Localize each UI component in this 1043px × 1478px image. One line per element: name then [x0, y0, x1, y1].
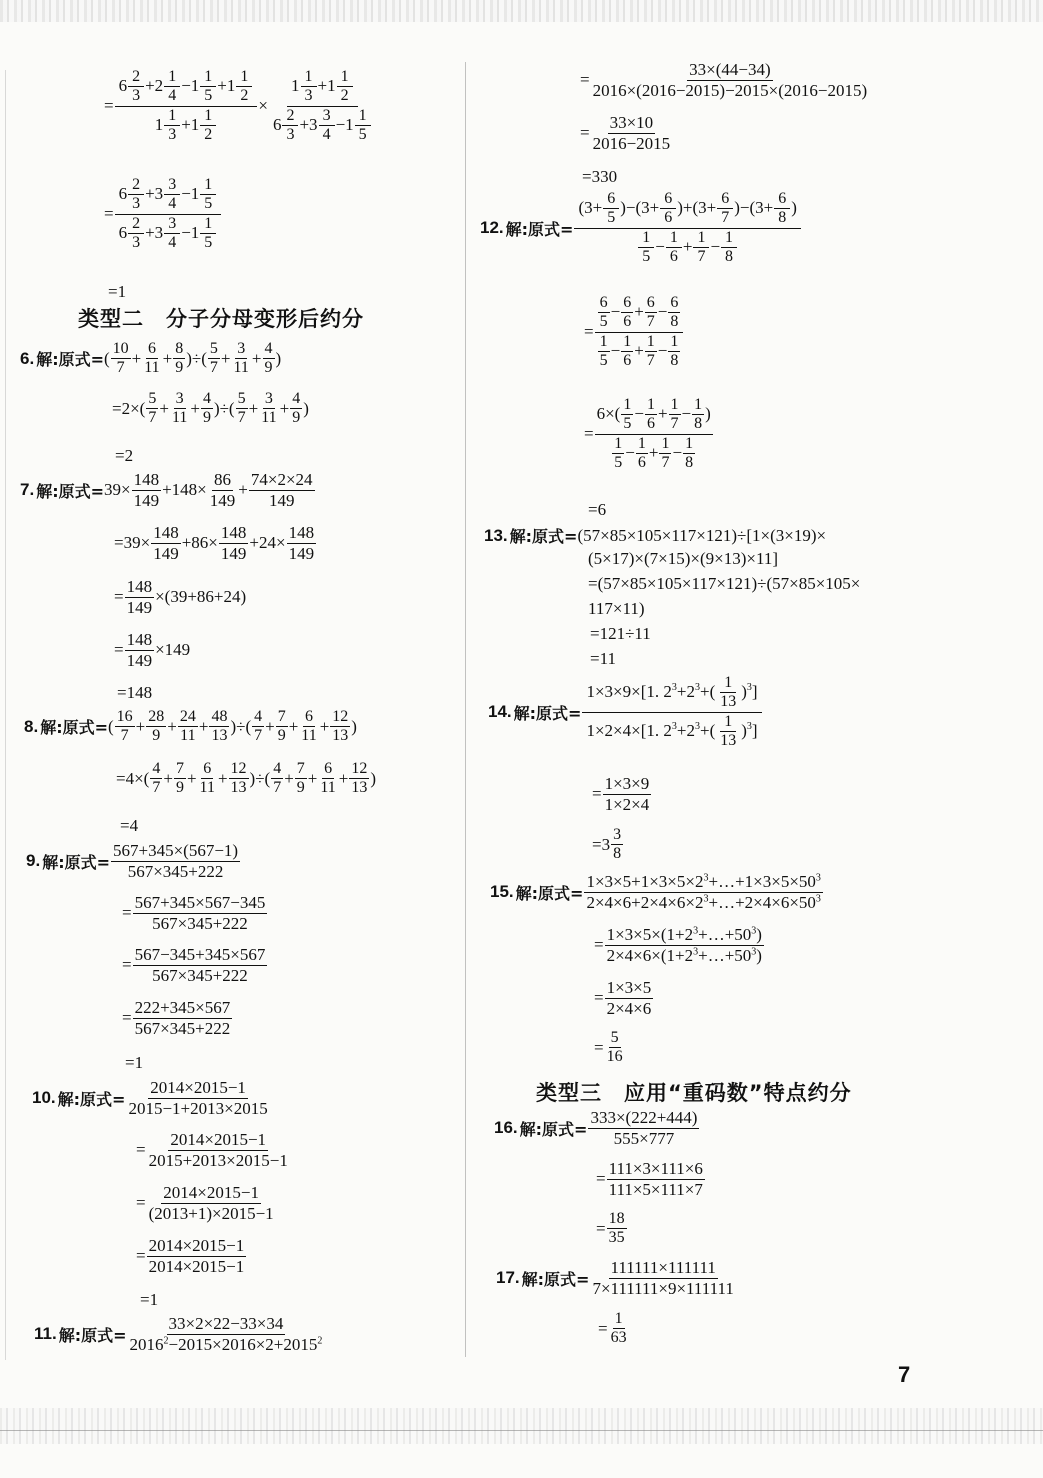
p10-line4: = $\frac{2014\times 2015-1}{2014\times 2015-1}$	[136, 1236, 245, 1276]
p11-result: =330	[582, 167, 618, 186]
p7-line1: 7. 解:原式= 39× $\frac{148}{149}$ +148× $\frac{86}{149}$ + $\frac{74\times 2\times 24}{149}$	[20, 470, 313, 510]
p13-label: 13.	[484, 525, 508, 545]
p7-label: 7.	[20, 480, 35, 500]
p15-sol: 解:原式=	[515, 883, 584, 903]
p13-result: =11	[590, 649, 616, 668]
p15-result: = $\frac{5}{16}$	[594, 1029, 623, 1066]
p8-label: 8.	[24, 716, 39, 736]
p5-result: =1	[108, 282, 127, 301]
p5-frac-a: 6 $\frac{2}{3}$ +2 $\frac{1}{4}$ −1 $\frac{1}{5}$ +1 $\frac{1}{2}$ 1 $\frac{1}{3}$ +1 $\frac{1}{2}$	[115, 68, 258, 145]
p15-line1: 15. 解:原式= $\frac{1\times 3\times 5+1\times 3\times 5\times 2^3+\dots+1\times 3\times 5\times 50^3}{2\times 4\times 6+2\times 4\times 6\times 2^3+\dots+2\times 4\times 6\times 50^3}$	[490, 872, 821, 912]
p10-sol: 解:原式=	[57, 1089, 126, 1109]
p13-line2: (5×17)×(7×15)×(9×13)×11]	[588, 549, 779, 568]
p12-line1: 12. 解:原式= (3+ $\frac{6}{5}$ )−(3+ $\frac{6}{6}$ )+(3+ $\frac{6}{7}$ )−(3+ $\frac{6}{8}$ ) $\frac{1}{5}$ − $\frac{1}{6}$ + $\frac{1}{7}$ − $\frac{1}{8}$	[480, 190, 802, 267]
p10-result: =1	[140, 1290, 159, 1309]
p14-result: =3 $\frac{3}{8}$	[592, 826, 622, 863]
p10-line2: = $\frac{2014\times 2015-1}{2015+2013\times 2015-1}$	[136, 1130, 288, 1170]
p8-result: =4	[120, 816, 139, 835]
p15-line3: = $\frac{1\times 3\times 5}{2\times 4\times 6}$	[594, 978, 652, 1018]
p13-line3: =(57×85×105×117×121)÷(57×85×105×	[588, 574, 861, 593]
p7-line2: =39× $\frac{148}{149}$ +86× $\frac{148}{149}$ +24× $\frac{148}{149}$	[114, 523, 315, 563]
p9-sol: 解:原式=	[42, 852, 110, 872]
p6-line1: 6. 解:原式= ( $\frac{10}{7}$ + $\frac{6}{11}$ + $\frac{8}{9}$ )÷( $\frac{5}{7}$ + $\frac{3}{11}$ + $\frac{4}{9}$ )	[20, 340, 282, 377]
p13-sol: 解:原式=	[509, 527, 578, 546]
p13-line1: 13. 解:原式= (57×85×105×117×121)÷[1×(3×19)×	[484, 525, 827, 546]
scan-noise-top	[0, 0, 1043, 22]
p12-sol: 解:原式=	[505, 219, 574, 239]
p13-line5: =121÷11	[590, 624, 651, 643]
p9-result: =1	[125, 1053, 144, 1072]
p14-label: 14.	[488, 702, 512, 722]
p5-frac-c: 6 $\frac{2}{3}$ +3 $\frac{3}{4}$ −1 $\frac{1}{5}$ 6 $\frac{2}{3}$ +3 $\frac{3}{4}$ −1 $\frac{1}{5}$	[115, 176, 222, 253]
scan-noise-bottom	[0, 1408, 1043, 1444]
p10-line1: 10. 解:原式= $\frac{2014\times 2015-1}{2015-1+2013\times 2015}$	[32, 1078, 268, 1118]
p5-line1: = 6 $\frac{2}{3}$ +2 $\frac{1}{4}$ −1 $\frac{1}{5}$ +1 $\frac{1}{2}$ 1 $\frac{1}{3}$ +1 $\frac{1}{2}$ × 1 $\frac{1}{3}$ +1 $\frac{1}{2}$ 6 $\frac{2}{3}$ +3 $\frac{3}{4}$ −1 $\frac{1}{5}$	[104, 68, 377, 145]
p12-label: 12.	[480, 218, 504, 238]
p11-line2: = $\frac{33\times(44-34)}{2016\times(2016-2015)-2015\times(2016-2015)}$	[580, 60, 868, 100]
p6-result: =2	[115, 446, 134, 465]
p11-sol: 解:原式=	[58, 1325, 127, 1345]
p17-line1: 17. 解:原式= $\frac{111111\times 111111}{7\times 111111\times 9\times 111111}$	[496, 1258, 734, 1298]
p12-line2: = $\frac{6}{5}$ − $\frac{6}{6}$ + $\frac{6}{7}$ − $\frac{6}{8}$ $\frac{1}{5}$ − $\frac{1}{6}$ + $\frac{1}{7}$ − $\frac{1}{8}$	[584, 294, 684, 371]
p16-sol: 解:原式=	[519, 1119, 588, 1139]
p9-label: 9.	[26, 851, 41, 871]
p8-sol: 解:原式=	[40, 718, 108, 738]
p7-line4: = $\frac{148}{149}$ ×149	[114, 630, 191, 670]
bottom-rule	[0, 1430, 1043, 1431]
left-margin-rule	[5, 70, 6, 1360]
p10-label: 10.	[32, 1088, 56, 1108]
p17-line2: = $\frac{1}{63}$	[598, 1310, 627, 1347]
p7-result: =148	[117, 683, 153, 702]
p6-label: 6.	[20, 348, 35, 368]
p9-line1: 9. 解:原式= $\frac{567+345\times(567-1)}{567\times 345+222}$	[26, 841, 239, 881]
p14-line2: = $\frac{1\times 3\times 9}{1\times 2\times 4}$	[592, 774, 650, 814]
p15-label: 15.	[490, 882, 514, 902]
p16-label: 16.	[494, 1118, 518, 1138]
p6-line2: =2×( $\frac{5}{7}$ + $\frac{3}{11}$ + $\frac{4}{9}$ )÷( $\frac{5}{7}$ + $\frac{3}{11}$ + $\frac{4}{9}$ )	[112, 390, 309, 427]
p17-sol: 解:原式=	[521, 1269, 590, 1289]
p16-line2: = $\frac{111\times 3\times 111\times 6}{111\times 5\times 111\times 7}$	[596, 1159, 703, 1199]
p10-line3: = $\frac{2014\times 2015-1}{(2013+1)\times 2015-1}$	[136, 1183, 274, 1223]
p13-line4: 117×11)	[588, 599, 645, 618]
p15-line2: = $\frac{1\times 3\times 5\times(1+2^3+\dots+50^3)}{2\times 4\times 6\times(1+2^3+\dots+50^3)}$	[594, 925, 762, 965]
p7-line3: = $\frac{148}{149}$ ×(39+86+24)	[114, 577, 247, 617]
p16-line1: 16. 解:原式= $\frac{333\times(222+444)}{555\times 777}$	[494, 1108, 698, 1148]
p8-line1: 8. 解:原式= ( $\frac{16}{7}$ + $\frac{28}{9}$ + $\frac{24}{11}$ + $\frac{48}{13}$ )÷( $\frac{4}{7}$ + $\frac{7}{9}$ + $\frac{6}{11}$ + $\frac{12}{13}$ )	[24, 708, 357, 745]
p11-line3: = $\frac{33\times 10}{2016-2015}$	[580, 113, 671, 153]
heading-type3: 类型三 应用“重码数”特点约分	[536, 1081, 852, 1105]
p9-line4: = $\frac{222+345\times 567}{567\times 345+222}$	[122, 998, 231, 1038]
p12-line3: = 6×( $\frac{1}{5}$ − $\frac{1}{6}$ + $\frac{1}{7}$ − $\frac{1}{8}$ ) $\frac{1}{5}$ − $\frac{1}{6}$ + $\frac{1}{7}$ − $\frac{1}{8}$	[584, 396, 711, 472]
p9-line3: = $\frac{567-345+345\times 567}{567\times 345+222}$	[122, 945, 266, 985]
page-number: 7	[898, 1362, 911, 1387]
p5-line2: = 6 $\frac{2}{3}$ +3 $\frac{3}{4}$ −1 $\frac{1}{5}$ 6 $\frac{2}{3}$ +3 $\frac{3}{4}$ −1 $\frac{1}{5}$	[104, 176, 222, 253]
p9-line2: = $\frac{567+345\times 567-345}{567\times 345+222}$	[122, 893, 266, 933]
p6-sol: 解:原式=	[36, 350, 104, 370]
p5-frac-b: 1 $\frac{1}{3}$ +1 $\frac{1}{2}$ 6 $\frac{2}{3}$ +3 $\frac{3}{4}$ −1 $\frac{1}{5}$	[269, 68, 376, 145]
heading-type2: 类型二 分子分母变形后约分	[78, 307, 364, 331]
column-divider	[465, 62, 466, 1357]
p12-result: =6	[588, 500, 607, 519]
p16-line3: = $\frac{18}{35}$	[596, 1210, 625, 1247]
p11-line1: 11. 解:原式= $\frac{33\times 2\times 22-33\times 34}{2016^2-2015\times 2016\times 2+2015^2}$	[34, 1314, 323, 1354]
p11-label: 11.	[34, 1324, 57, 1344]
p7-sol: 解:原式=	[36, 481, 104, 501]
p17-label: 17.	[496, 1268, 520, 1288]
p14-line1: 14. 解:原式= 1×3×9×[1. $2^3+2^3+$( $\frac{1}{13}$ )$^3$] 1×2×4×[1. $2^3+2^3+$( $\frac{1}{13}$ )$^3$]	[488, 674, 763, 751]
p14-sol: 解:原式=	[513, 703, 582, 723]
p8-line2: =4×( $\frac{4}{7}$ + $\frac{7}{9}$ + $\frac{6}{11}$ + $\frac{12}{13}$ )÷( $\frac{4}{7}$ + $\frac{7}{9}$ + $\frac{6}{11}$ + $\frac{12}{13}$ )	[116, 760, 377, 797]
